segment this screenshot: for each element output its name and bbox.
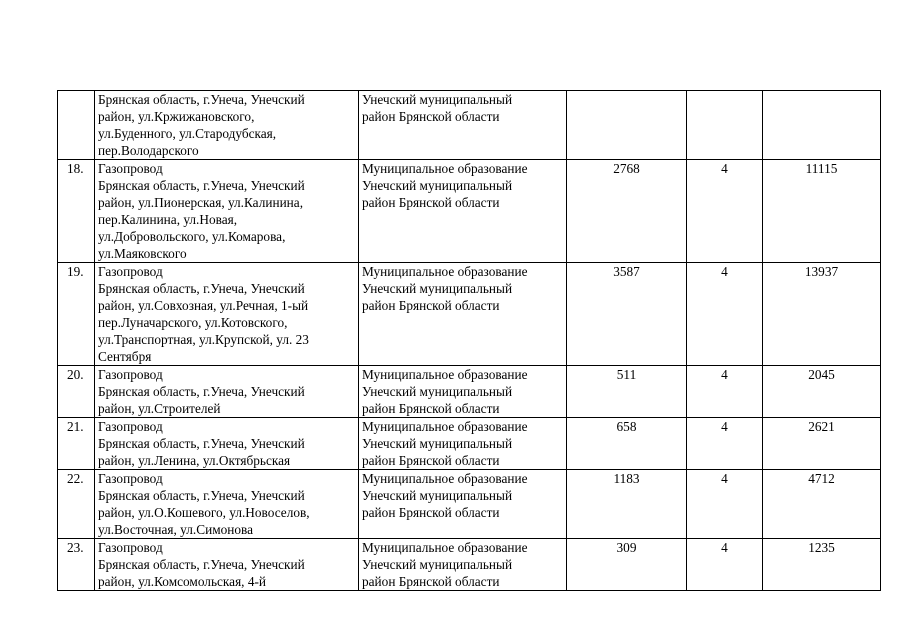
row-number: 21. (58, 418, 95, 470)
description-line: пер.Луначарского, ул.Котовского, (98, 315, 288, 330)
table-row (58, 418, 881, 470)
property-table (57, 90, 881, 591)
object-description (95, 470, 359, 539)
description-line: Брянская область, г.Унеча, Унечский (98, 436, 305, 451)
owner-line: Муниципальное образование (362, 540, 528, 555)
owner-line: район Брянской области (362, 298, 500, 313)
owner-cell (359, 263, 567, 366)
length-cell: 511 (567, 366, 687, 418)
value-cell: 2621 (763, 418, 881, 470)
table-row (58, 263, 881, 366)
description-line: пер.Володарского (98, 143, 199, 158)
length-cell: 1183 (567, 470, 687, 539)
description-line: Сентября (98, 349, 152, 364)
description-line: ул.Восточная, ул.Симонова (98, 522, 254, 537)
diameter-cell: 4 (687, 160, 763, 263)
description-line: ул.Транспортная, ул.Крупской, ул. 23 (98, 332, 309, 347)
table-row (58, 470, 881, 539)
value-cell (763, 91, 881, 160)
description-line: ул.Добровольского, ул.Комарова, (98, 229, 286, 244)
object-description (95, 91, 359, 160)
value-cell: 13937 (763, 263, 881, 366)
description-line: Газопровод (98, 540, 163, 555)
description-line: Брянская область, г.Унеча, Унечский (98, 488, 305, 503)
diameter-cell (687, 91, 763, 160)
length-cell: 658 (567, 418, 687, 470)
owner-cell (359, 418, 567, 470)
value-cell: 11115 (763, 160, 881, 263)
row-number: 22. (58, 470, 95, 539)
owner-line: Муниципальное образование (362, 264, 528, 279)
owner-line: Муниципальное образование (362, 161, 528, 176)
table-row (58, 160, 881, 263)
row-number: 23. (58, 539, 95, 591)
diameter-cell: 4 (687, 539, 763, 591)
owner-line: район Брянской области (362, 574, 500, 589)
table-row (58, 91, 881, 160)
owner-line: Унечский муниципальный (362, 92, 513, 107)
owner-line: Муниципальное образование (362, 471, 528, 486)
description-line: район, ул.Комсомольская, 4-й (98, 574, 267, 589)
length-cell: 3587 (567, 263, 687, 366)
description-line: пер.Калинина, ул.Новая, (98, 212, 238, 227)
description-line: Газопровод (98, 419, 163, 434)
owner-line: район Брянской области (362, 195, 500, 210)
owner-cell (359, 470, 567, 539)
description-line: район, ул.О.Кошевого, ул.Новоселов, (98, 505, 310, 520)
description-line: район, ул.Ленина, ул.Октябрьская (98, 453, 291, 468)
object-description (95, 539, 359, 591)
length-cell: 2768 (567, 160, 687, 263)
table-row (58, 539, 881, 591)
row-number (58, 91, 95, 160)
description-line: Брянская область, г.Унеча, Унечский (98, 281, 305, 296)
owner-line: Унечский муниципальный (362, 557, 513, 572)
value-cell: 1235 (763, 539, 881, 591)
owner-line: район Брянской области (362, 401, 500, 416)
object-description (95, 366, 359, 418)
owner-line: Унечский муниципальный (362, 178, 513, 193)
object-description (95, 160, 359, 263)
description-line: Брянская область, г.Унеча, Унечский (98, 92, 305, 107)
table-body (58, 91, 881, 591)
description-line: район, ул.Кржижановского, (98, 109, 255, 124)
description-line: район, ул.Пионерская, ул.Калинина, (98, 195, 304, 210)
owner-line: Муниципальное образование (362, 419, 528, 434)
description-line: Газопровод (98, 264, 163, 279)
owner-cell (359, 539, 567, 591)
description-line: Газопровод (98, 471, 163, 486)
length-cell: 309 (567, 539, 687, 591)
object-description (95, 263, 359, 366)
owner-line: район Брянской области (362, 109, 500, 124)
diameter-cell: 4 (687, 263, 763, 366)
description-line: Брянская область, г.Унеча, Унечский (98, 178, 305, 193)
row-number: 20. (58, 366, 95, 418)
value-cell: 4712 (763, 470, 881, 539)
description-line: ул.Маяковского (98, 246, 187, 261)
owner-line: район Брянской области (362, 453, 500, 468)
owner-line: район Брянской области (362, 505, 500, 520)
owner-cell (359, 366, 567, 418)
description-line: Газопровод (98, 367, 163, 382)
value-cell: 2045 (763, 366, 881, 418)
diameter-cell: 4 (687, 418, 763, 470)
description-line: Брянская область, г.Унеча, Унечский (98, 384, 305, 399)
row-number: 19. (58, 263, 95, 366)
table-row (58, 366, 881, 418)
description-line: район, ул.Строителей (98, 401, 221, 416)
description-line: Брянская область, г.Унеча, Унечский (98, 557, 305, 572)
owner-line: Унечский муниципальный (362, 384, 513, 399)
owner-line: Унечский муниципальный (362, 436, 513, 451)
length-cell (567, 91, 687, 160)
owner-line: Унечский муниципальный (362, 281, 513, 296)
row-number: 18. (58, 160, 95, 263)
owner-line: Унечский муниципальный (362, 488, 513, 503)
description-line: район, ул.Совхозная, ул.Речная, 1-ый (98, 298, 309, 313)
description-line: Газопровод (98, 161, 163, 176)
object-description (95, 418, 359, 470)
owner-cell (359, 91, 567, 160)
description-line: ул.Буденного, ул.Стародубская, (98, 126, 277, 141)
owner-line: Муниципальное образование (362, 367, 528, 382)
owner-cell (359, 160, 567, 263)
diameter-cell: 4 (687, 470, 763, 539)
diameter-cell: 4 (687, 366, 763, 418)
